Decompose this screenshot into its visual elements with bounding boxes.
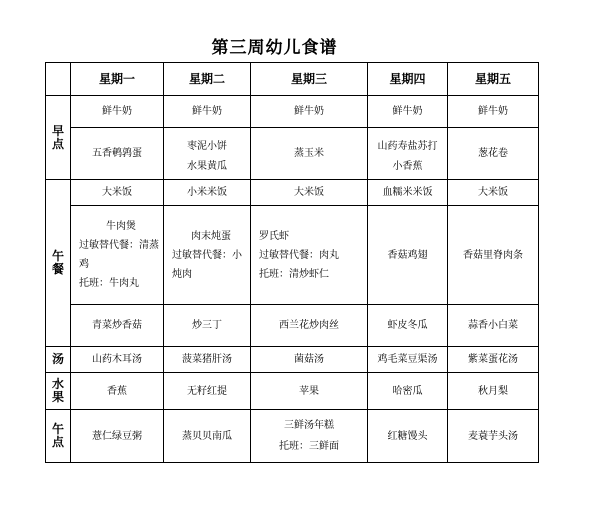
menu-cell: 枣泥小饼 水果黄瓜 (164, 128, 251, 180)
menu-cell: 秋月梨 (448, 373, 539, 410)
menu-cell: 香菇里脊肉条 (448, 206, 539, 305)
menu-cell: 菠菜猪肝汤 (164, 347, 251, 373)
menu-cell: 血糯米米饭 (368, 180, 448, 206)
menu-cell: 鲜牛奶 (368, 96, 448, 128)
lunch-veg-row (46, 305, 539, 347)
menu-cell: 青菜炒香菇 (71, 305, 164, 347)
menu-cell: 山药寿盐苏打 小香蕉 (368, 128, 448, 180)
menu-cell: 罗氏虾 过敏替代餐：肉丸 托班：清炒虾仁 (251, 206, 368, 305)
meal-label-soup: 汤 (46, 347, 71, 373)
menu-cell: 大米饭 (448, 180, 539, 206)
menu-cell: 小米米饭 (164, 180, 251, 206)
menu-cell: 麦蓑芋头汤 (448, 410, 539, 463)
menu-cell: 蒸玉米 (251, 128, 368, 180)
breakfast-food-row (46, 128, 539, 180)
menu-cell: 香蕉 (71, 373, 164, 410)
menu-cell: 香菇鸡翅 (368, 206, 448, 305)
day-header: 星期五 (448, 63, 539, 96)
menu-cell: 大米饭 (71, 180, 164, 206)
menu-cell: 鲜牛奶 (448, 96, 539, 128)
day-header: 星期三 (251, 63, 368, 96)
menu-cell: 菌菇汤 (251, 347, 368, 373)
menu-cell: 鲜牛奶 (71, 96, 164, 128)
snack-row (46, 410, 539, 463)
menu-cell: 苹果 (251, 373, 368, 410)
menu-cell: 鸡毛菜豆渠汤 (368, 347, 448, 373)
menu-cell: 蒜香小白菜 (448, 305, 539, 347)
menu-cell: 鲜牛奶 (251, 96, 368, 128)
menu-cell: 山药木耳汤 (71, 347, 164, 373)
menu-cell: 西兰花炒肉丝 (251, 305, 368, 347)
corner-cell (46, 63, 71, 96)
soup-row (46, 347, 539, 373)
lunch-main-row (46, 206, 539, 305)
breakfast-milk-row (46, 96, 539, 128)
menu-cell: 无籽红提 (164, 373, 251, 410)
lunch-staple-row (46, 180, 539, 206)
menu-cell: 炒三丁 (164, 305, 251, 347)
menu-cell: 葱花卷 (448, 128, 539, 180)
meal-label-snack: 午 点 (46, 410, 71, 463)
menu-cell: 大米饭 (251, 180, 368, 206)
weekly-menu-table (45, 62, 539, 463)
menu-cell: 三鲜汤年糕 托班：三鲜面 (251, 410, 368, 463)
header-row (46, 63, 539, 96)
menu-cell: 薏仁绿豆粥 (71, 410, 164, 463)
menu-cell: 紫菜蛋花汤 (448, 347, 539, 373)
menu-cell: 鲜牛奶 (164, 96, 251, 128)
day-header: 星期四 (368, 63, 448, 96)
menu-cell: 虾皮冬瓜 (368, 305, 448, 347)
menu-cell: 牛肉煲 过敏替代餐：清蒸鸡 托班：牛肉丸 (71, 206, 164, 305)
fruit-row (46, 373, 539, 410)
meal-label-fruit: 水 果 (46, 373, 71, 410)
meal-label-lunch: 午 餐 (46, 180, 71, 347)
page-title: 第三周幼儿食谱 (211, 38, 338, 58)
menu-cell: 蒸贝贝南瓜 (164, 410, 251, 463)
day-header: 星期二 (164, 63, 251, 96)
menu-cell: 哈密瓜 (368, 373, 448, 410)
menu-cell: 五香鹌鹑蛋 (71, 128, 164, 180)
menu-cell: 肉末炖蛋 过敏替代餐：小炖肉 (164, 206, 251, 305)
menu-cell: 红糖馒头 (368, 410, 448, 463)
day-header: 星期一 (71, 63, 164, 96)
meal-label-breakfast: 早 点 (46, 96, 71, 180)
